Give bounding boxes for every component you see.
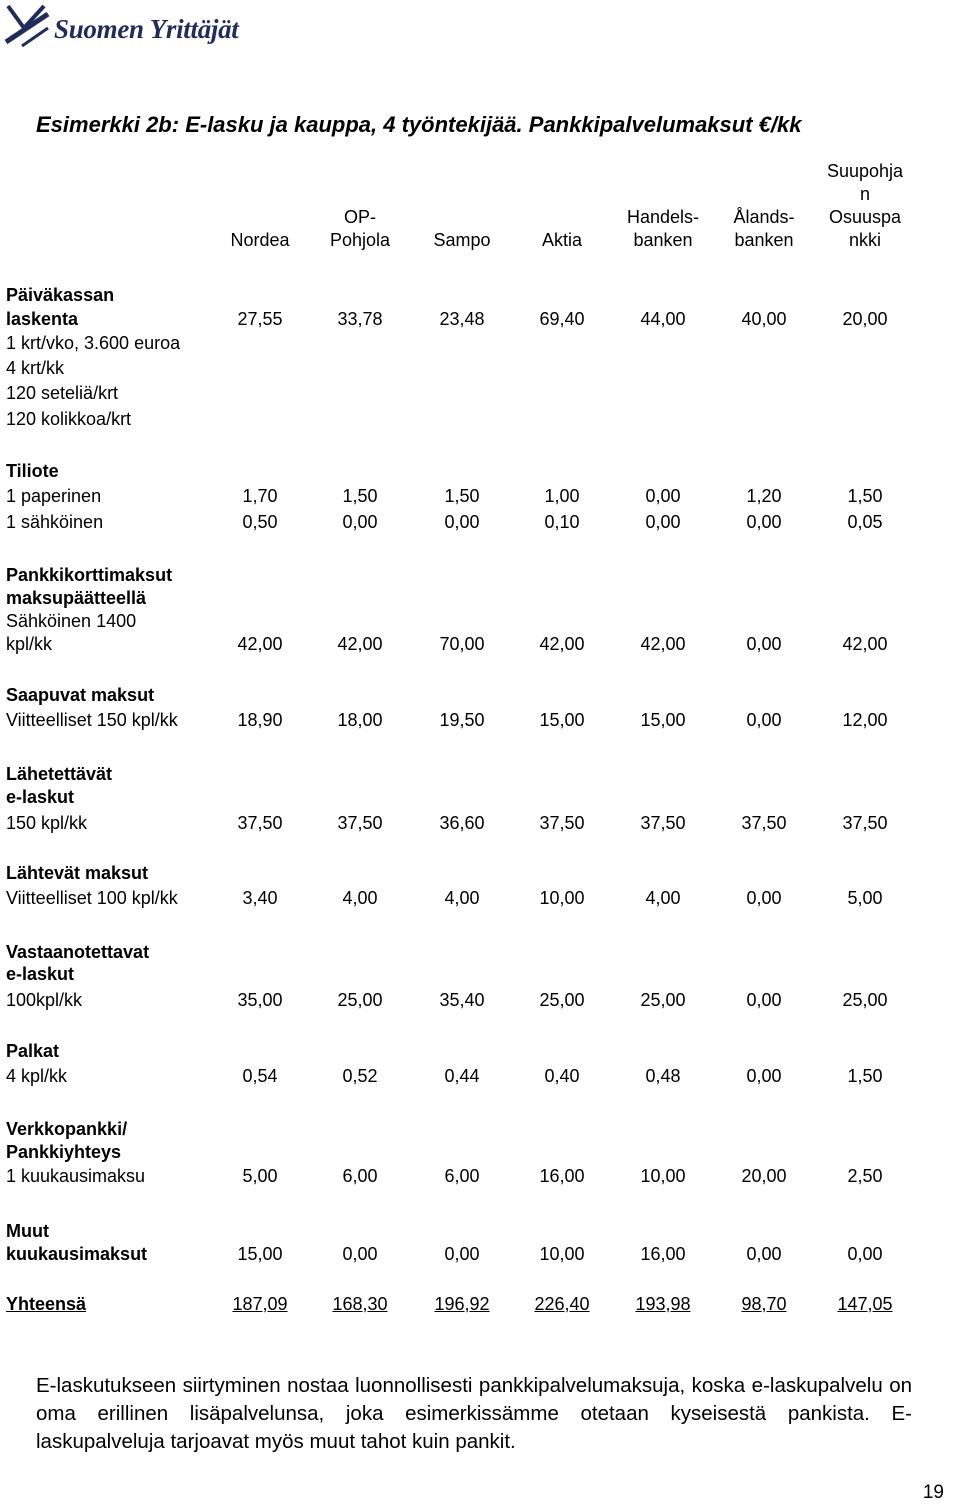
table-cell: 0,00: [746, 634, 782, 654]
table-cell: 16,00: [640, 1244, 686, 1264]
row-label: 1 sähköinen: [6, 512, 104, 532]
row-label: 4 krt/kk: [6, 358, 65, 378]
row-label: Tiliote: [6, 461, 59, 481]
page-number: 19: [922, 1482, 944, 1503]
table-cell: 12,00: [842, 710, 888, 730]
row-label: 4 kpl/kk: [6, 1066, 68, 1086]
table-cell: 10,00: [640, 1166, 686, 1186]
table-cell: 69,40: [539, 309, 585, 329]
table-cell: 0,00: [746, 888, 782, 908]
column-header-line: Handels-: [626, 207, 700, 227]
table-cell: 25,00: [539, 990, 585, 1010]
table-cell: 0,00: [746, 1066, 782, 1086]
table-cell: 187,09: [232, 1294, 288, 1314]
table-cell: 70,00: [439, 634, 485, 654]
column-header: [815, 160, 915, 252]
table-cell: 18,90: [237, 710, 283, 730]
row-label: e-laskut: [6, 964, 75, 984]
row-label: Päiväkassan: [6, 285, 115, 305]
table-cell: 5,00: [242, 1166, 278, 1186]
table-cell: 35,40: [439, 990, 485, 1010]
column-header: [714, 206, 814, 252]
column-header-line: Aktia: [541, 230, 583, 250]
table-cell: 0,48: [645, 1066, 681, 1086]
table-cell: 27,55: [237, 309, 283, 329]
table-cell: 10,00: [539, 1244, 585, 1264]
row-label: Viitteelliset 100 kpl/kk: [6, 888, 178, 908]
table-cell: 0,00: [645, 512, 681, 532]
table-cell: 0,00: [342, 1244, 378, 1264]
page-title: Esimerkki 2b: E-lasku ja kauppa, 4 työntekijää. Pankkipalvelumaksut €/kk: [36, 112, 802, 137]
column-header-line: Suupohja: [826, 161, 904, 181]
column-header-line: banken: [633, 230, 693, 250]
table-cell: 37,50: [741, 813, 787, 833]
table-cell: 168,30: [332, 1294, 388, 1314]
row-label: maksupäätteellä: [6, 588, 147, 608]
column-header-line: Osuuspa: [828, 207, 902, 227]
table-cell: 1,50: [847, 1066, 883, 1086]
table-cell: 0,44: [444, 1066, 480, 1086]
table-cell: 35,00: [237, 990, 283, 1010]
row-label: 1 paperinen: [6, 486, 102, 506]
column-header-line: nkki: [848, 230, 881, 250]
table-cell: 42,00: [237, 634, 283, 654]
table-cell: 37,50: [842, 813, 888, 833]
table-cell: 33,78: [337, 309, 383, 329]
row-label: laskenta: [6, 309, 79, 329]
table-cell: 0,05: [847, 512, 883, 532]
row-label: 1 kuukausimaksu: [6, 1166, 146, 1186]
table-cell: 37,50: [237, 813, 283, 833]
table-cell: 15,00: [539, 710, 585, 730]
table-cell: 42,00: [337, 634, 383, 654]
column-header-line: Pohjola: [329, 230, 391, 250]
table-cell: 0,00: [746, 1244, 782, 1264]
column-header: [412, 229, 512, 252]
table-cell: 1,20: [746, 486, 782, 506]
table-cell: 20,00: [741, 1166, 787, 1186]
table-cell: 10,00: [539, 888, 585, 908]
table-cell: 2,50: [847, 1166, 883, 1186]
row-label: Viitteelliset 150 kpl/kk: [6, 710, 178, 730]
suomen-yrittajat-logo-icon: [4, 2, 50, 48]
table-cell: 4,00: [645, 888, 681, 908]
table-cell: 25,00: [640, 990, 686, 1010]
row-label: 150 kpl/kk: [6, 813, 88, 833]
column-header: [310, 206, 410, 252]
column-header: [613, 206, 713, 252]
column-header-line: Sampo: [433, 230, 491, 250]
table-cell: 0,40: [544, 1066, 580, 1086]
row-label: Yhteensä: [6, 1294, 87, 1314]
table-cell: 0,00: [342, 512, 378, 532]
table-cell: 0,00: [444, 1244, 480, 1264]
table-cell: 25,00: [842, 990, 888, 1010]
table-cell: 6,00: [342, 1166, 378, 1186]
table-cell: 15,00: [237, 1244, 283, 1264]
row-label: Pankkikorttimaksut: [6, 565, 173, 585]
table-cell: 1,00: [544, 486, 580, 506]
column-header-line: OP-: [343, 207, 376, 227]
row-label: Pankkiyhteys: [6, 1142, 122, 1162]
table-cell: 1,50: [342, 486, 378, 506]
table-cell: 0,10: [544, 512, 580, 532]
row-label: kpl/kk: [6, 634, 53, 654]
table-cell: 42,00: [640, 634, 686, 654]
row-label: 120 kolikkoa/krt: [6, 409, 132, 429]
table-cell: 1,50: [444, 486, 480, 506]
table-cell: 226,40: [534, 1294, 590, 1314]
table-cell: 0,00: [645, 486, 681, 506]
table-cell: 0,00: [847, 1244, 883, 1264]
row-label: Verkkopankki/: [6, 1119, 128, 1139]
row-label: Sähköinen 1400: [6, 611, 137, 631]
row-label: 100kpl/kk: [6, 990, 83, 1010]
table-cell: 1,70: [242, 486, 278, 506]
table-cell: 15,00: [640, 710, 686, 730]
table-cell: 23,48: [439, 309, 485, 329]
row-label: Lähtevät maksut: [6, 863, 149, 883]
table-cell: 147,05: [837, 1294, 893, 1314]
table-cell: 19,50: [439, 710, 485, 730]
table-cell: 3,40: [242, 888, 278, 908]
table-cell: 1,50: [847, 486, 883, 506]
table-cell: 0,00: [444, 512, 480, 532]
row-label: 1 krt/vko, 3.600 euroa: [6, 333, 181, 353]
row-label: Muut: [6, 1221, 49, 1241]
table-cell: 193,98: [635, 1294, 691, 1314]
column-header-line: n: [859, 184, 870, 204]
row-label: 120 seteliä/krt: [6, 383, 119, 403]
row-label: kuukausimaksut: [6, 1244, 148, 1264]
table-cell: 20,00: [842, 309, 888, 329]
table-cell: 0,00: [746, 990, 782, 1010]
column-header-line: Ålands-: [733, 207, 795, 227]
row-label: Lähetettävät: [6, 764, 113, 784]
table-cell: 4,00: [444, 888, 480, 908]
table-cell: 44,00: [640, 309, 686, 329]
table-cell: 0,50: [242, 512, 278, 532]
row-label: e-laskut: [6, 787, 75, 807]
table-cell: 42,00: [539, 634, 585, 654]
table-cell: 37,50: [640, 813, 686, 833]
table-cell: 40,00: [741, 309, 787, 329]
table-cell: 36,60: [439, 813, 485, 833]
table-cell: 0,00: [746, 710, 782, 730]
table-cell: 16,00: [539, 1166, 585, 1186]
table-cell: 196,92: [434, 1294, 490, 1314]
table-cell: 18,00: [337, 710, 383, 730]
table-cell: 98,70: [741, 1294, 787, 1314]
column-header: [210, 229, 310, 252]
row-label: Palkat: [6, 1041, 60, 1061]
table-cell: 0,52: [342, 1066, 378, 1086]
column-header-line: Nordea: [230, 230, 290, 250]
table-cell: 0,54: [242, 1066, 278, 1086]
column-header: [512, 229, 612, 252]
table-cell: 0,00: [746, 512, 782, 532]
column-header-line: banken: [734, 230, 794, 250]
table-cell: 6,00: [444, 1166, 480, 1186]
table-cell: 37,50: [337, 813, 383, 833]
row-label: Saapuvat maksut: [6, 685, 155, 705]
table-cell: 5,00: [847, 888, 883, 908]
table-cell: 42,00: [842, 634, 888, 654]
table-cell: 37,50: [539, 813, 585, 833]
logo-text: Suomen Yrittäjät: [54, 14, 239, 44]
footer-paragraph: E-laskutukseen siirtyminen nostaa luonnollisesti pankkipalvelumaksuja, koska e-laskupalvelu on oma erillinen lisäpalvelunsa, joka esimerkissämme otetaan kyseisestä pankista. E-laskupalveluja tarjoavat myös muut tahot kuin pankit.: [36, 1374, 912, 1453]
table-cell: 4,00: [342, 888, 378, 908]
table-cell: 25,00: [337, 990, 383, 1010]
row-label: Vastaanotettavat: [6, 942, 150, 962]
